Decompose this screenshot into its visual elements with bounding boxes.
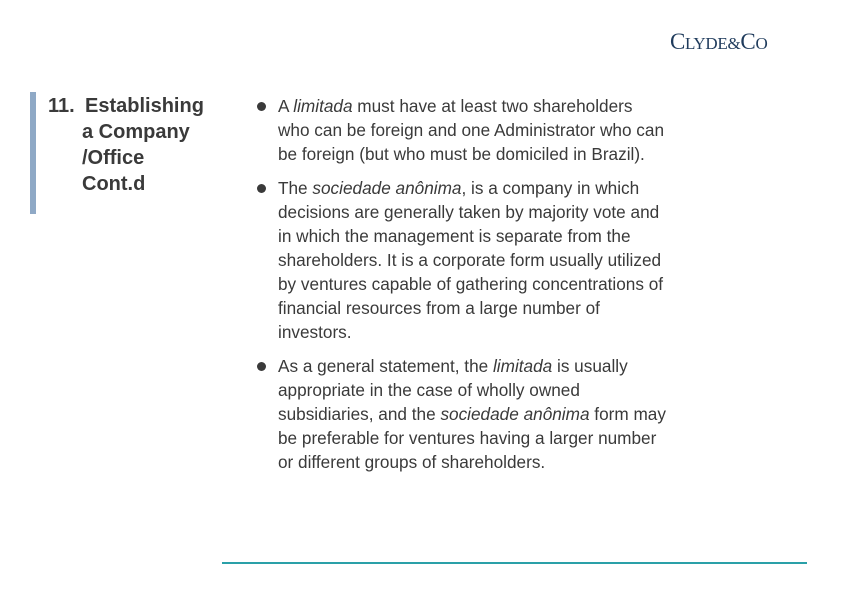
bullet-term: sociedade anônima <box>312 178 462 198</box>
bullet-item <box>257 94 667 166</box>
bullet-term: limitada <box>293 96 353 116</box>
logo-letter: C <box>670 29 686 54</box>
bullet-item <box>257 354 667 474</box>
section-number: 11. <box>48 95 75 117</box>
bullet-text: form may be preferable for ventures having a larger number or different groups of shareholders. <box>278 404 666 472</box>
bullet-dot-icon <box>257 362 266 371</box>
bullet-item <box>257 176 667 344</box>
heading-line: /Office <box>82 147 145 169</box>
heading-text: Establishing <box>85 95 204 117</box>
bullet-dot-icon <box>257 184 266 193</box>
bullet-text: As a general statement, the <box>278 356 493 376</box>
logo-ampersand: & <box>727 34 741 53</box>
logo-letter: C <box>740 29 756 54</box>
heading-line <box>48 93 248 119</box>
heading-line: Cont.d <box>82 173 146 195</box>
bullet-term: sociedade anônima <box>440 404 590 424</box>
clyde-co-logo <box>670 30 767 53</box>
accent-bar <box>30 92 36 214</box>
logo-letters: LYDE <box>685 34 728 53</box>
bullet-text: , is a company in which decisions are generally taken by majority vote and in which the management is separate from the shareholders. It is a corporate form usually utilized by ventures capable of gathering concentrations of financial resources from a large number of investors. <box>278 178 664 342</box>
section-heading <box>48 93 248 197</box>
footer-rule <box>222 562 807 564</box>
bullet-list <box>257 94 667 474</box>
bullet-text: must have at least two shareholders who can be foreign and one Administrator who can be foreign (but who must be domiciled in Brazil). <box>278 96 665 164</box>
bullet-text: is usually appropriate in the case of wholly owned subsidiaries, and the <box>278 356 628 424</box>
bullet-dot-icon <box>257 102 266 111</box>
bullet-term: limitada <box>492 356 553 376</box>
heading-line: a Company <box>82 121 190 143</box>
bullet-text: A <box>278 96 294 116</box>
logo-letters: O <box>755 34 768 53</box>
bullet-text: The <box>278 178 313 198</box>
